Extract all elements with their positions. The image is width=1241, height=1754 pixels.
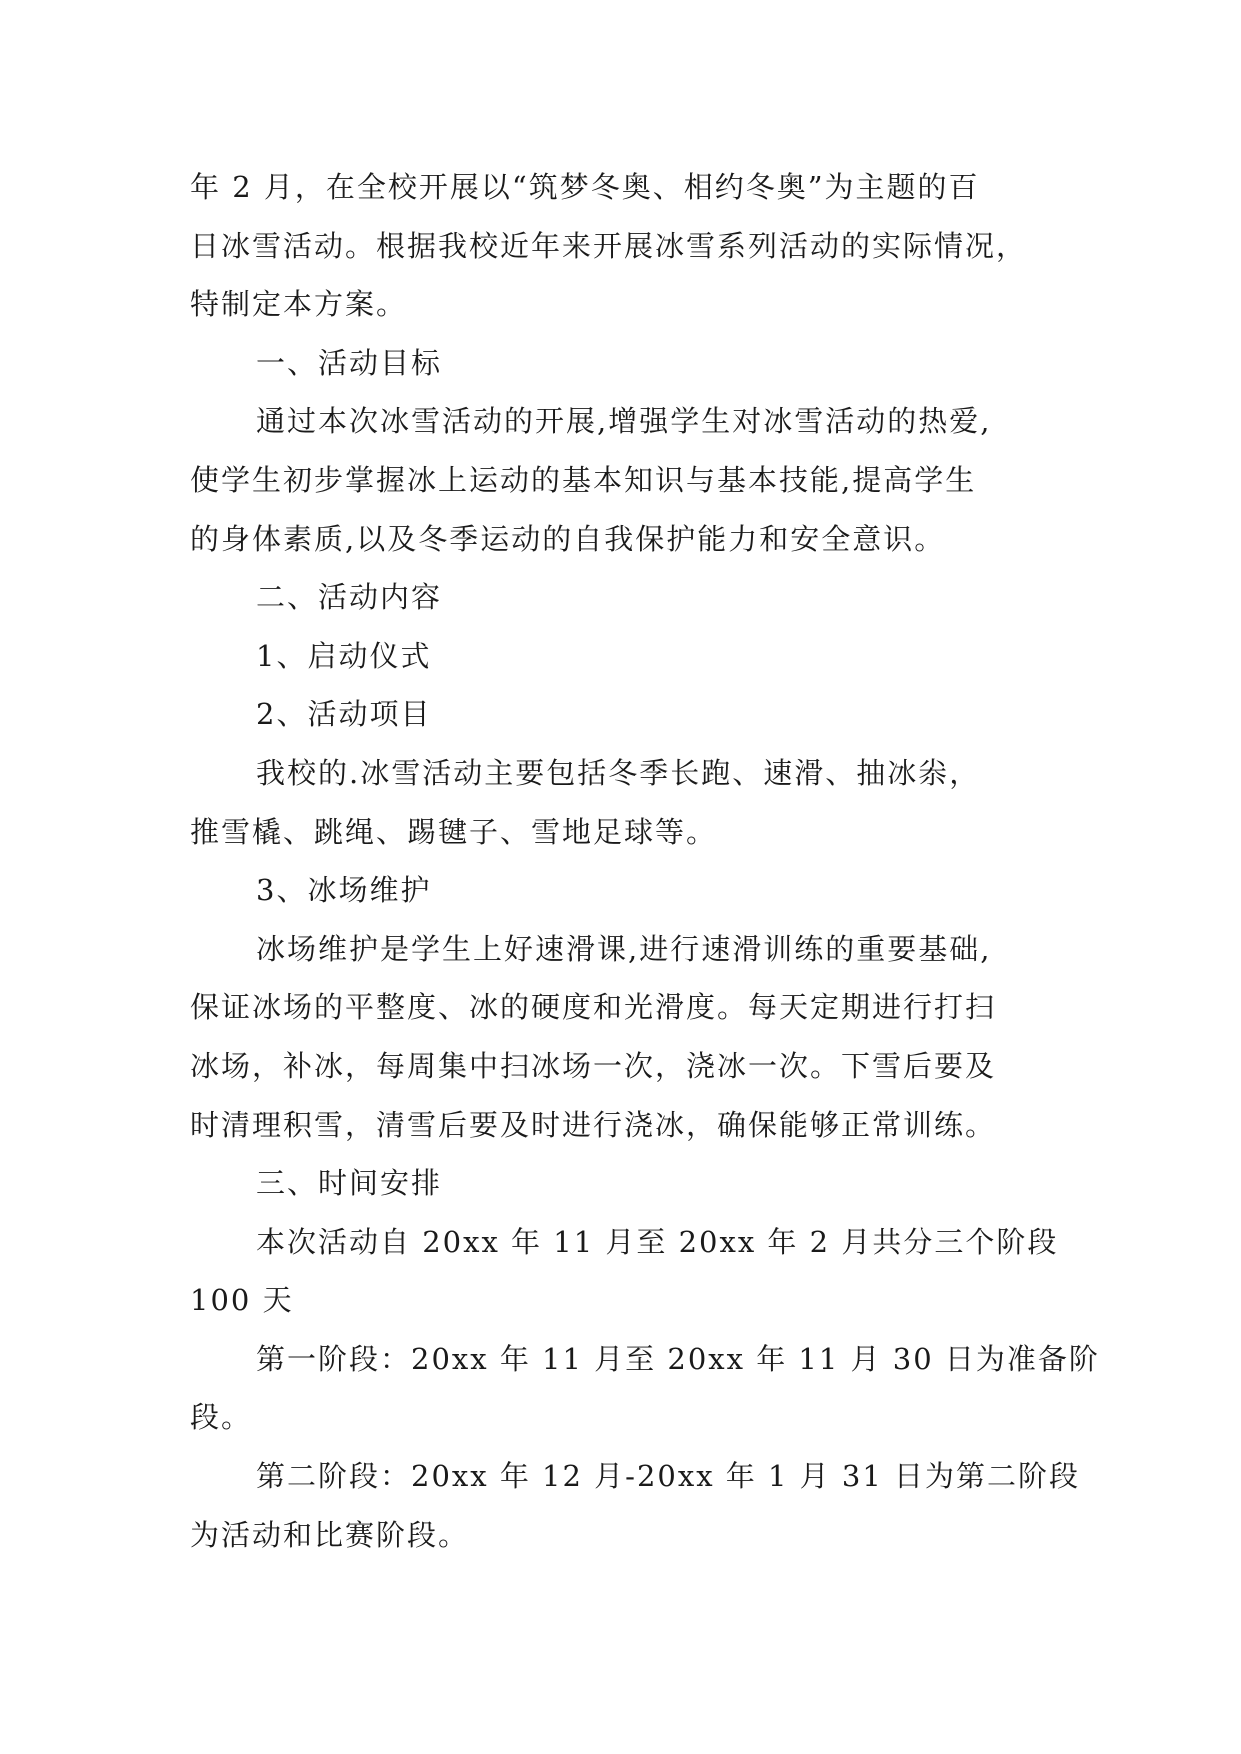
paragraph-line: 日冰雪活动。根据我校近年来开展冰雪系列活动的实际情况， (190, 228, 1028, 263)
paragraph-line: 第一阶段：20xx 年 11 月至 20xx 年 11 月 30 日为准备阶 (256, 1341, 1100, 1376)
document-body (190, 158, 1100, 1564)
paragraph-line: 冰场维护是学生上好速滑课,进行速滑训练的重要基础, (256, 931, 992, 966)
section-heading-content: 二、活动内容 (256, 580, 443, 615)
paragraph-line: 段。 (190, 1400, 253, 1435)
paragraph-line: 为活动和比赛阶段。 (190, 1517, 470, 1552)
paragraph-line: 时清理积雪，清雪后要及时进行浇冰，确保能够正常训练。 (190, 1107, 997, 1142)
paragraph-line: 推雪橇、跳绳、踢毽子、雪地足球等。 (190, 814, 718, 849)
paragraph-line: 冰场，补冰，每周集中扫冰场一次，浇冰一次。下雪后要及 (190, 1048, 997, 1083)
paragraph-line: 我校的.冰雪活动主要包括冬季长跑、速滑、抽冰尜， (256, 755, 981, 790)
section-heading-schedule: 三、时间安排 (256, 1166, 443, 1201)
section-heading-goals: 一、活动目标 (256, 345, 443, 380)
paragraph-line: 的身体素质,以及冬季运动的自我保护能力和安全意识。 (190, 521, 946, 556)
paragraph-line: 100 天 (190, 1283, 294, 1318)
subheading-activities: 2、活动项目 (256, 697, 432, 732)
subheading-ceremony: 1、启动仪式 (256, 638, 432, 673)
paragraph-line: 保证冰场的平整度、冰的硬度和光滑度。每天定期进行打扫 (190, 990, 997, 1025)
subheading-rink-maintenance: 3、冰场维护 (256, 873, 432, 908)
paragraph-line: 特制定本方案。 (190, 287, 408, 322)
paragraph-line: 本次活动自 20xx 年 11 月至 20xx 年 2 月共分三个阶段 (256, 1224, 1059, 1259)
paragraph-line: 通过本次冰雪活动的开展,增强学生对冰雪活动的热爱, (256, 404, 992, 439)
paragraph-line: 第二阶段：20xx 年 12 月-20xx 年 1 月 31 日为第二阶段 (256, 1459, 1081, 1494)
paragraph-line: 使学生初步掌握冰上运动的基本知识与基本技能,提高学生 (190, 462, 977, 497)
paragraph-line: 年 2 月，在全校开展以“筑梦冬奥、相约冬奥”为主题的百 (190, 170, 980, 204)
